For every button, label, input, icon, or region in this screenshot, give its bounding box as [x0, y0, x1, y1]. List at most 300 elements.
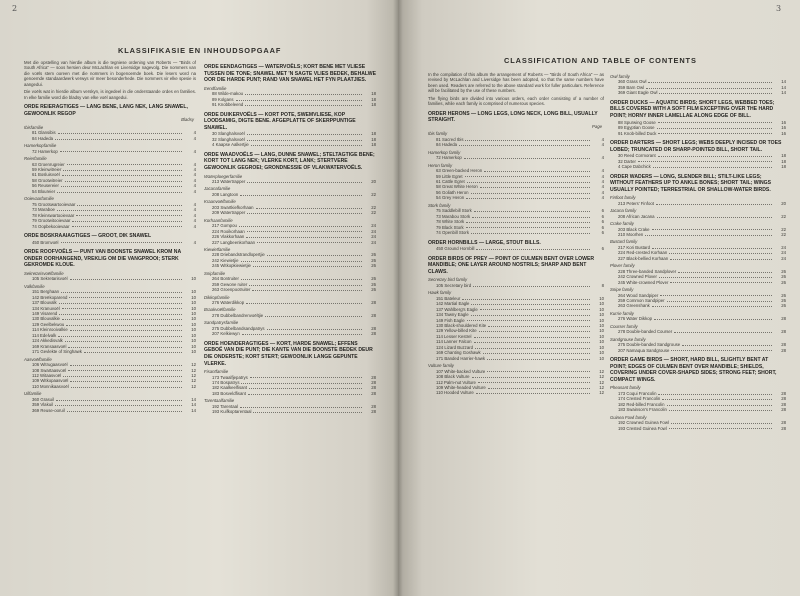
bird-name: 54 Bloureier [32, 188, 56, 194]
leader-dots [682, 342, 772, 346]
page-column-header: Page [591, 123, 602, 129]
leader-dots [70, 327, 182, 331]
family-heading: Kiewietfamilie [204, 246, 231, 252]
bird-name: 114 Lanner Falcon [436, 339, 472, 345]
order-heading: ORDE HOENDERAGTIGES — KORT, HARDE SNAWEL; EFFENS GEBOË VAN DIE PUNT; DIE KANTE VAN DIE BOONSTE BEDEK DEUR DIE ONDERSTE; KORT STERT; GEWOONLIK LANGE GEPUNTE VLERKE. [204, 340, 373, 367]
leader-dots [465, 174, 590, 178]
family-heading: Valkfamilie [24, 283, 45, 289]
leader-dots [670, 280, 772, 284]
page-ref: 28 [781, 342, 786, 348]
leader-dots [660, 293, 772, 297]
bird-name: 74 Openbill Stork [436, 230, 469, 236]
bird-name: 73 Marabou Stork [436, 213, 471, 219]
page-ref: 22 [371, 210, 376, 216]
bird-name: 84 Hadeda [32, 135, 54, 141]
toc-entry [204, 263, 376, 268]
page-ref: 4 [193, 239, 196, 245]
leader-dots [652, 303, 772, 307]
leader-dots [247, 229, 362, 233]
toc-entry [610, 131, 786, 136]
page-ref: 4 [193, 183, 196, 189]
page-ref: 26 [781, 297, 786, 303]
page-ref: 4 [193, 218, 196, 224]
page-ref: 28 [371, 380, 376, 386]
bird-name: 360 Grass Owl [618, 79, 647, 85]
leader-dots [658, 391, 772, 395]
page-ref: 24 [781, 250, 786, 256]
page-ref: 12 [191, 362, 196, 368]
page-ref: 12 [599, 390, 604, 396]
toc-entry [204, 313, 376, 318]
leader-dots [69, 295, 182, 299]
leader-dots [67, 162, 182, 166]
bird-name: 149 Visarend [32, 310, 58, 316]
toc-entry [610, 164, 786, 169]
bird-name: 75 Saddlebill Stork [436, 208, 472, 214]
leader-dots [242, 331, 362, 335]
page-ref: 4 [193, 130, 196, 136]
leader-dots [671, 420, 772, 424]
order-heading: ORDER HORNBILLS — LARGE, STOUT BILLS. [428, 239, 541, 246]
page-ref: 12 [191, 367, 196, 373]
bird-name: 109 White-headed Vulture [436, 384, 486, 390]
leader-dots [467, 318, 590, 322]
page-ref: 4 [601, 168, 604, 174]
leader-dots [55, 402, 182, 406]
bird-name: 89 Kolgans [212, 96, 234, 102]
toc-entry [24, 384, 196, 389]
leader-dots [62, 172, 182, 176]
page-ref: 18 [371, 136, 376, 142]
bird-name: 208 Langtoon [212, 191, 239, 197]
page-ref: 12 [191, 378, 196, 384]
leader-dots [252, 287, 362, 291]
family-heading: Fisantfamilie [204, 369, 229, 375]
leader-dots [669, 250, 772, 254]
leader-dots [648, 79, 772, 83]
page-ref: 4 [193, 177, 196, 183]
leader-dots [267, 326, 362, 330]
page-ref: 4 [601, 173, 604, 179]
page-number: 3 [776, 4, 782, 13]
order-heading: ORDE ROOFVOËLS — PUNT VAN BOONSTE SNAWEL KROM NA ONDER OORHANGEND, VREKLIG OM DIE VANGPROOI; STERK GEKROMDE KLOUE. [24, 249, 181, 269]
page-ref: 4 [193, 201, 196, 207]
bird-name: 75 Grootswartooievaar [32, 201, 76, 207]
leader-dots [480, 184, 590, 188]
page-ref: 4 [193, 212, 196, 218]
page-ref: 22 [371, 191, 376, 197]
page-ref: 16 [781, 130, 786, 136]
page-ref: 24 [371, 239, 376, 245]
page-ref: 4 [193, 135, 196, 141]
leader-dots [241, 258, 362, 262]
bird-name: 59 Kleinwitreier [32, 166, 62, 172]
bird-name: 369 Reuse-ooruil [32, 407, 65, 413]
page-ref: 10 [599, 333, 604, 339]
page-ref: 4 [601, 189, 604, 195]
family-heading: Hawk family [428, 290, 452, 296]
family-heading: Ooievaarfamilie [24, 196, 54, 202]
bird-name: 137 Wahlberg's Eagle [436, 306, 478, 312]
bird-name: 183 Swainson's Francolin [618, 407, 667, 413]
leader-dots [466, 225, 590, 229]
leader-dots [66, 322, 182, 326]
page-ref: 10 [191, 321, 196, 327]
toc-entry [610, 256, 786, 261]
page-ref: 22 [781, 213, 786, 219]
bird-name: 275 Dubbelbandsandpatrys [212, 325, 265, 331]
bird-name: 174 Crested Francolin [618, 396, 661, 402]
leader-dots [55, 136, 182, 140]
order-heading: ORDE WAADVOËLS — LANG, DUNNE SNAWEL; STELTAGTIGE BENE; KORT TOT LANG NEK; VLERKE KORT, LANK; STERTVERE GEWOONLIK GEGROEI; GRONDNESSIE OF VLAKWATERVOËLS. [204, 151, 375, 171]
leader-dots [638, 159, 772, 163]
page-ref: 24 [371, 223, 376, 229]
left-column-2 [204, 60, 376, 415]
intro-paragraph: In the compilation of this album the arrangement of Roberts — "Birds of South Africa" — as revised by McLachlan and Liversidge has been adopted, so that the same numbers have been used. Readers are referred to the above standard work for fuller particulars. Reference will be facilitated by the use of these numbers. [428, 72, 604, 94]
page-ref: 16 [781, 119, 786, 125]
page-ref: 26 [781, 279, 786, 285]
leader-dots [678, 269, 772, 273]
page-ref: 10 [599, 301, 604, 307]
page-ref: 10 [599, 306, 604, 312]
family-heading: Bustard family [610, 239, 638, 245]
page-ref: 24 [781, 244, 786, 250]
leader-dots [669, 426, 772, 430]
bird-name: 174 Bospatrys [212, 380, 240, 386]
leader-dots [61, 289, 182, 293]
page-ref: 4 [601, 155, 604, 161]
bird-name: 242 Kiewietjie [212, 257, 239, 263]
bird-name: 112 Palm-nut Vulture [436, 379, 476, 385]
family-heading: Jacanafamilie [204, 186, 231, 192]
left-column-1 [24, 60, 196, 413]
bird-name: 213 Watertrapper [212, 178, 246, 184]
page-ref: 28 [371, 403, 376, 409]
bird-name: 114 Lesser Kestrel [436, 333, 472, 339]
page-ref: 4 [601, 136, 604, 142]
leader-dots [474, 339, 590, 343]
bird-name: 173 Coqui Francolin [618, 390, 657, 396]
page-ref: 10 [191, 338, 196, 344]
page-ref: 4 [601, 184, 604, 190]
page-ref: 14 [781, 84, 786, 90]
page-ref: 20 [781, 200, 786, 206]
page-ref: 14 [781, 79, 786, 85]
page-ref: 28 [371, 385, 376, 391]
leader-dots [247, 131, 362, 135]
bird-name: 89 Egyptian Goose [618, 125, 655, 131]
right-page [398, 0, 800, 596]
page-ref: 28 [781, 316, 786, 322]
leader-dots [76, 213, 182, 217]
bird-name: 359 Barn Owl [618, 84, 645, 90]
page-ref: 22 [371, 204, 376, 210]
bird-name: 213 Peters' Finfoot [618, 200, 654, 206]
left-page [0, 0, 398, 596]
bird-name: 203 Black Crake [618, 226, 650, 232]
page-ref: 10 [191, 332, 196, 338]
page-ref: 10 [599, 355, 604, 361]
order-heading: ORDER BIRDS OF PREY — POINT OF CULMEN BENT OVER LOWER MANDIBLE; ONE LAYER AROUND NOSTRILS; SHARP AND BENT CLAWS. [428, 255, 595, 275]
right-column-1 [428, 72, 604, 396]
toc-entry [428, 390, 604, 395]
bird-name: 142 Breëkoparend [32, 294, 68, 300]
page-ref: 10 [191, 305, 196, 311]
bird-name: 259 Gewone ruiter [212, 281, 248, 287]
bird-name: 32 Darter [618, 158, 636, 164]
toc-entry [24, 276, 196, 281]
bird-name: 151 Berghaan [32, 289, 59, 295]
bird-name: 182 Red-billed Francolin [618, 401, 665, 407]
leader-dots [658, 153, 772, 157]
page-ref: 28 [781, 396, 786, 402]
toc-entry [428, 356, 604, 361]
leader-dots [65, 178, 182, 182]
page-ref: 10 [599, 312, 604, 318]
page-ref: 26 [371, 281, 376, 287]
bird-name: 228 Three-banded Sandplover [618, 268, 677, 274]
bird-name: 108 Swartaasvoël [32, 367, 67, 373]
bird-name: 81 Sacred Ibis [436, 136, 464, 142]
page-ref: 6 [601, 230, 604, 236]
page-ref: 12 [191, 383, 196, 389]
page-ref: 28 [371, 325, 376, 331]
leader-dots [471, 230, 590, 234]
family-heading: Tarentaalfamilie [204, 398, 235, 404]
bird-name: 58 Grootwitreier [32, 177, 63, 183]
family-heading: Waterploegerfamilie [204, 173, 243, 179]
bird-name: 56 Goliath Heron [436, 189, 469, 195]
leader-dots [459, 142, 590, 146]
page-ref: 10 [191, 276, 196, 282]
bird-name: 105 Sekretarisvoël [32, 276, 68, 282]
bird-name: 30 Slanghalsvoël [212, 131, 245, 137]
leader-dots [670, 256, 772, 260]
right-column-2 [610, 72, 786, 431]
bird-name: 54 Grey Heron [436, 195, 465, 201]
leader-dots [669, 407, 772, 411]
page-ref: 10 [191, 327, 196, 333]
bird-name: 217 Kori Bustard [618, 244, 651, 250]
page-ref: 12 [599, 368, 604, 374]
leader-dots [667, 298, 772, 302]
bird-name: 278 Double-banded Courser [618, 329, 673, 335]
leader-dots [253, 263, 362, 267]
bird-name: 227 Black-bellied Korhaan [618, 255, 669, 261]
leader-dots [240, 404, 362, 408]
page-ref: 8 [601, 282, 604, 288]
bird-name: 130 Blouvalkie [32, 316, 60, 322]
page-ref: 26 [781, 268, 786, 274]
page-ref: 22 [781, 232, 786, 237]
bird-name: 130 Black-shouldered Kite [436, 322, 487, 328]
leader-dots [657, 125, 772, 129]
toc-entry [24, 349, 196, 354]
bird-name: 4 Kaapse Aalkertjie [212, 142, 249, 148]
leader-dots [241, 380, 362, 384]
page-ref: 26 [781, 292, 786, 298]
bird-name: 207 Kelkiewyn [212, 331, 240, 337]
leader-dots [59, 300, 182, 304]
page-ref: 26 [371, 252, 376, 258]
leader-dots [239, 223, 362, 227]
leader-dots [245, 91, 362, 95]
bird-name: 278 Dubbelbandrenvoëltjie [212, 312, 264, 318]
bird-name: 110 Monnikaasvoël [32, 383, 69, 389]
family-heading: Heron family [428, 162, 453, 168]
leader-dots [471, 190, 591, 194]
bird-name: 264 Bontruiter [212, 276, 239, 282]
leader-dots [667, 402, 772, 406]
page-ref: 28 [371, 312, 376, 318]
intro-paragraph: Met die opstelling van hierdie album is die tegniese ordening van Roberts — "Birds of South Africa" — soos hersien deur McLachlan en Liversidge nagevolg. Die nommers van die voëls stem ooreen met die nommers in bogenoemde boek. Die lesers word na genoemde standaardwerk verwys vir meer besonderhede. Die nommers vir elke spesie is aangedui. [24, 60, 196, 87]
bird-name: 63 Groenrugreier [32, 161, 65, 167]
family-heading: Uilfamilie [24, 391, 42, 397]
page-ref: 28 [781, 329, 786, 335]
bird-name: 259 Common Sandpiper [618, 297, 665, 303]
leader-dots [247, 179, 362, 183]
page-ref: 28 [371, 409, 376, 415]
leader-dots [472, 214, 590, 218]
page-ref: 4 [193, 172, 196, 178]
leader-dots [464, 155, 590, 159]
bird-name: 61 Bosluisvoël [32, 172, 60, 178]
family-heading: Stork family [428, 202, 451, 208]
toc-entry [610, 201, 786, 206]
leader-dots [654, 316, 772, 320]
order-heading: ORDER HERONS — LONG LEGS, LONG NECK, LONG BILL, USUALLY STRAIGHT. [428, 110, 598, 124]
page-ref: 28 [781, 425, 786, 431]
page-ref: 14 [191, 407, 196, 413]
leader-dots [658, 120, 772, 124]
page-ref: 10 [191, 343, 196, 349]
bird-name: 149 Fish Eagle [436, 317, 465, 323]
page-ref: 10 [191, 349, 196, 355]
leader-dots [249, 282, 362, 286]
page-ref: 18 [371, 91, 376, 97]
order-heading: ORDE DUIKERVOËLS — KORT POTE, SWEMVLIESE, KOP LOODSAMIG, DIGTE BENE. AFGEPLATTE OF SKERPPUNTIGE SNAWEL. [204, 111, 356, 131]
toc-entry [428, 283, 604, 288]
toc-entry [204, 102, 376, 107]
leader-dots [72, 224, 182, 228]
page-ref: 26 [371, 276, 376, 282]
toc-entry [24, 189, 196, 194]
leader-dots [56, 397, 182, 401]
leader-dots [72, 218, 182, 222]
page-ref: 4 [193, 166, 196, 172]
bird-name: 4 Cape Dabchick [618, 164, 651, 170]
leader-dots [61, 183, 182, 187]
bird-name: 276 Waterdikkop [212, 300, 245, 306]
family-heading: Dikkopfamilie [204, 294, 230, 300]
page-ref: 26 [781, 303, 786, 309]
toc-entry [204, 210, 376, 215]
leader-dots [467, 179, 590, 183]
leader-dots [657, 214, 772, 218]
leader-dots [57, 189, 182, 193]
leader-dots [247, 210, 362, 214]
leader-dots [59, 311, 182, 315]
leader-dots [473, 283, 590, 287]
page-ref: 10 [191, 289, 196, 295]
leader-dots [249, 385, 362, 389]
family-heading: Hamerkopfamilie [24, 143, 57, 149]
leader-dots [483, 350, 590, 354]
bird-name: 203 Swartkiefkorhaan [212, 204, 254, 210]
leader-dots [474, 208, 590, 212]
family-heading: Braakvoëlfamilie [204, 307, 236, 313]
page-ref: 10 [191, 316, 196, 322]
family-heading: Snipe family [610, 287, 634, 293]
leader-dots [250, 375, 362, 379]
bird-name: 360 Grasuil [32, 396, 54, 402]
page-ref: 14 [781, 90, 786, 96]
leader-dots [652, 227, 772, 231]
family-heading: Secretary bird family [428, 277, 468, 283]
bird-name: 193 Crested Guinea Fowl [618, 425, 667, 431]
leader-dots [674, 329, 772, 333]
page-ref: 4 [193, 148, 196, 154]
leader-dots [256, 205, 362, 209]
leader-dots [466, 195, 590, 199]
page-ref: 12 [599, 384, 604, 390]
bird-name: 73 Maraboe [32, 207, 55, 213]
bird-name: 109 Witkopaasvoël [32, 378, 69, 384]
toc-entry [204, 287, 376, 292]
page-ref: 28 [371, 331, 376, 337]
toc-entry [610, 232, 786, 237]
leader-dots [70, 378, 182, 382]
toc-entry [610, 303, 786, 308]
leader-dots [662, 396, 772, 400]
family-heading: Jacana family [610, 208, 637, 214]
page-ref: 28 [371, 374, 376, 380]
intro-paragraph: The flying birds are divided into various orders, each order consisting of a number of families, while each family is comprised of numerous species. [428, 95, 604, 107]
bird-name: 217 Gompou [212, 223, 237, 229]
page-ref: 20 [371, 178, 376, 184]
bird-name: 129 Geelbekwou [32, 321, 65, 327]
toc-entry [204, 240, 376, 245]
page-ref: 4 [193, 188, 196, 194]
leader-dots [265, 313, 362, 317]
page-ref: 14 [191, 402, 196, 408]
leader-dots [487, 356, 590, 360]
leader-dots [488, 385, 590, 389]
bird-name: 124 Akkedisvalk [32, 338, 63, 344]
bird-name: 112 Witaasvoël [32, 372, 62, 378]
order-heading: ORDE BOSKRAAIAGTIGES — GROOT, DIK SNAWEL [24, 232, 152, 239]
bird-name: 369 Giant Eagle Owl [618, 90, 658, 96]
bird-name: 224 Red-crested Korhaan [618, 250, 668, 256]
leader-dots [487, 369, 590, 373]
page-ref: 26 [371, 287, 376, 293]
leader-dots [646, 85, 772, 89]
page-ref: 12 [599, 379, 604, 385]
leader-dots [671, 348, 772, 352]
bird-name: 110 Hooded Vulture [436, 390, 474, 396]
bird-name: 74 Oopbekooievaar [32, 223, 70, 229]
toc-entry [204, 300, 376, 305]
bird-name: 84 Hadeda [436, 142, 458, 148]
toc-entry [428, 230, 604, 235]
bird-name: 79 Black Stork [436, 224, 464, 230]
page-ref: 28 [781, 347, 786, 353]
leader-dots [70, 362, 182, 366]
toc-entry [204, 142, 376, 147]
bird-name: 226 Vlakkorhaan [212, 234, 245, 240]
page-ref: 28 [371, 390, 376, 396]
bird-name: 91 Knobbeleend [212, 102, 244, 108]
